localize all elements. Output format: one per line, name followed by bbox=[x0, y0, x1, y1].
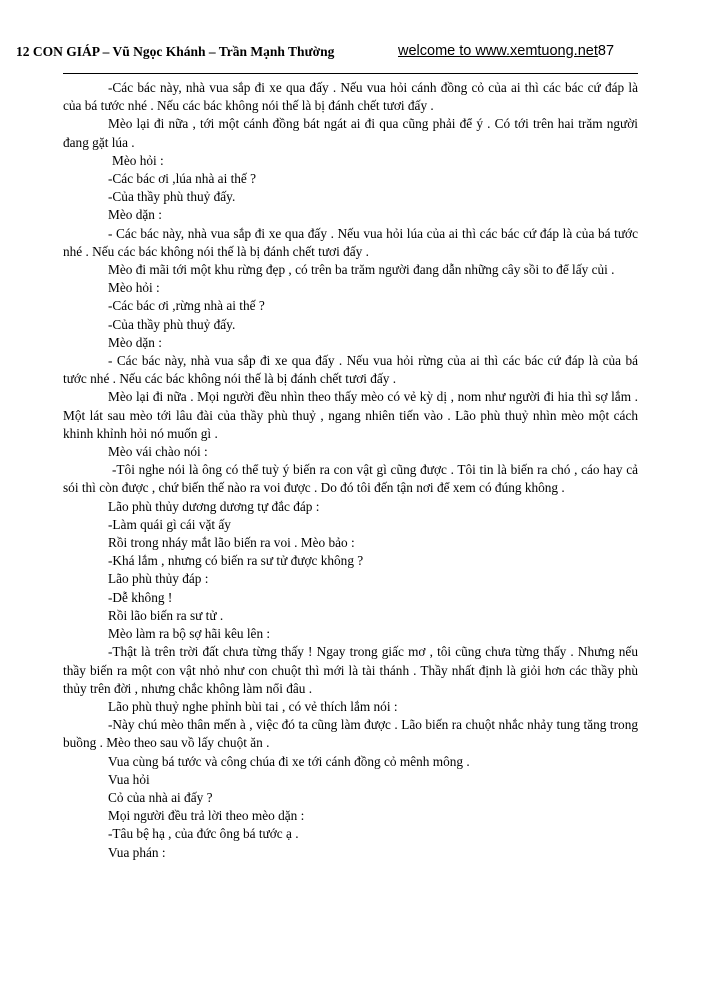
paragraph: Lão phù thủy dương dương tự đắc đáp : bbox=[108, 498, 320, 514]
paragraph: -Thật là trên trời đất chưa từng thấy ! Ngay trong giấc mơ , tôi cũng chưa từng thấy . Nhưng nếu thầy biến ra một con vật nhỏ như con chuột thì mới là tài thánh . Thầy nhất định là giỏi hơn các thầy phù thủy trên đời , nhưng chắc không làm nổi đâu . bbox=[63, 644, 638, 696]
page-number: 87 bbox=[597, 43, 615, 59]
header-site bbox=[398, 43, 614, 59]
paragraph: -Của thầy phù thuỷ đấy. bbox=[108, 316, 236, 332]
paragraph: Mèo vái chào nói : bbox=[108, 444, 208, 460]
paragraph: Mèo dặn : bbox=[108, 207, 162, 223]
paragraph: Cỏ của nhà ai đấy ? bbox=[108, 789, 213, 805]
paragraph: Mèo hỏi : bbox=[108, 280, 160, 296]
paragraph: Mèo đi mãi tới một khu rừng đẹp , có trên ba trăm người đang dẫn những cây sồi to để lấy củi . bbox=[108, 262, 615, 278]
paragraph: Mọi người đều trả lời theo mèo dặn : bbox=[108, 808, 305, 824]
header-title: 12 CON GIÁP – Vũ Ngọc Khánh – Trần Mạnh Thường bbox=[16, 44, 335, 59]
paragraph: Mèo lại đi nữa , tới một cánh đồng bát ngát ai đi qua cũng phải để ý . Có tới trên hai trăm người đang gặt lúa . bbox=[63, 116, 638, 150]
paragraph: -Làm quái gì cái vặt ấy bbox=[108, 516, 231, 532]
paragraph: -Tôi nghe nói là ông có thể tuỳ ý biến ra con vật gì cũng được . Tôi tin là biến ra chó , cáo hay cả sói thì còn được , chứ biến thế nào ra voi được . Do đó tôi đến tận nơi để xem có đúng không . bbox=[63, 462, 638, 496]
paragraph: Mèo làm ra bộ sợ hãi kêu lên : bbox=[108, 626, 271, 642]
paragraph: -Này chú mèo thân mến à , việc đó ta cũng làm được . Lão biến ra chuột nhắc nhảy tung tăng trong buồng . Mèo theo sau vồ lấy chuột ăn . bbox=[63, 717, 638, 751]
paragraph: Vua phán : bbox=[108, 844, 166, 860]
paragraph: Mèo dặn : bbox=[108, 334, 162, 350]
paragraph: Lão phù thuỷ nghe phỉnh bùi tai , có vẻ thích lắm nói : bbox=[108, 698, 398, 714]
document-body bbox=[63, 79, 638, 862]
paragraph: -Các bác này, nhà vua sắp đi xe qua đấy . Nếu vua hỏi cánh đồng cỏ của ai thì các bác cứ đáp là của bá tước nhé . Nếu các bác không nói thế là bị đánh chết tươi đấy . bbox=[63, 80, 638, 114]
paragraph: - Các bác này, nhà vua sắp đi xe qua đấy . Nếu vua hỏi lúa của ai thì các bác cứ đáp là của bá tước nhé . Nếu các bác không nói thế là bị đánh chết tươi đấy . bbox=[63, 225, 638, 259]
paragraph: -Tâu bệ hạ , của đức ông bá tước ạ . bbox=[108, 826, 299, 842]
paragraph: -Các bác ơi ,rừng nhà ai thế ? bbox=[108, 298, 265, 314]
header-rule bbox=[63, 73, 638, 74]
paragraph: -Khá lắm , nhưng có biến ra sư tử được không ? bbox=[108, 553, 364, 569]
paragraph: -Dễ không ! bbox=[108, 589, 173, 605]
paragraph: Vua hỏi bbox=[108, 771, 150, 787]
paragraph: -Các bác ơi ,lúa nhà ai thế ? bbox=[108, 171, 257, 187]
running-header bbox=[16, 44, 638, 66]
paragraph: Vua cùng bá tước và công chúa đi xe tới cánh đồng cỏ mênh mông . bbox=[108, 753, 470, 769]
paragraph: Rồi lão biến ra sư tử . bbox=[108, 607, 224, 623]
paragraph: Mèo lại đi nữa . Mọi người đều nhìn theo thấy mèo có vẻ kỳ dị , nom như người đi hia thì sợ lắm . Một lát sau mèo tới lâu đài của thầy phù thuỷ , ngang nhiên tiến vào . Lão phù thuỷ nhìn mèo một cách khinh khỉnh hỏi nó muốn gì . bbox=[63, 389, 638, 441]
paragraph: - Các bác này, nhà vua sắp đi xe qua đấy . Nếu vua hỏi rừng của ai thì các bác cứ đáp là của bá tước nhé . Nếu các bác không nói thế là bị đánh chết tươi đấy . bbox=[63, 353, 638, 387]
paragraph: Rồi trong nháy mắt lão biến ra voi . Mèo bảo : bbox=[108, 535, 355, 551]
paragraph: Lão phù thủy đáp : bbox=[108, 571, 209, 587]
header-site-link[interactable]: welcome to www.xemtuong.net bbox=[398, 43, 598, 59]
paragraph: Mèo hỏi : bbox=[112, 152, 164, 168]
paragraph: -Của thầy phù thuỷ đấy. bbox=[108, 189, 236, 205]
